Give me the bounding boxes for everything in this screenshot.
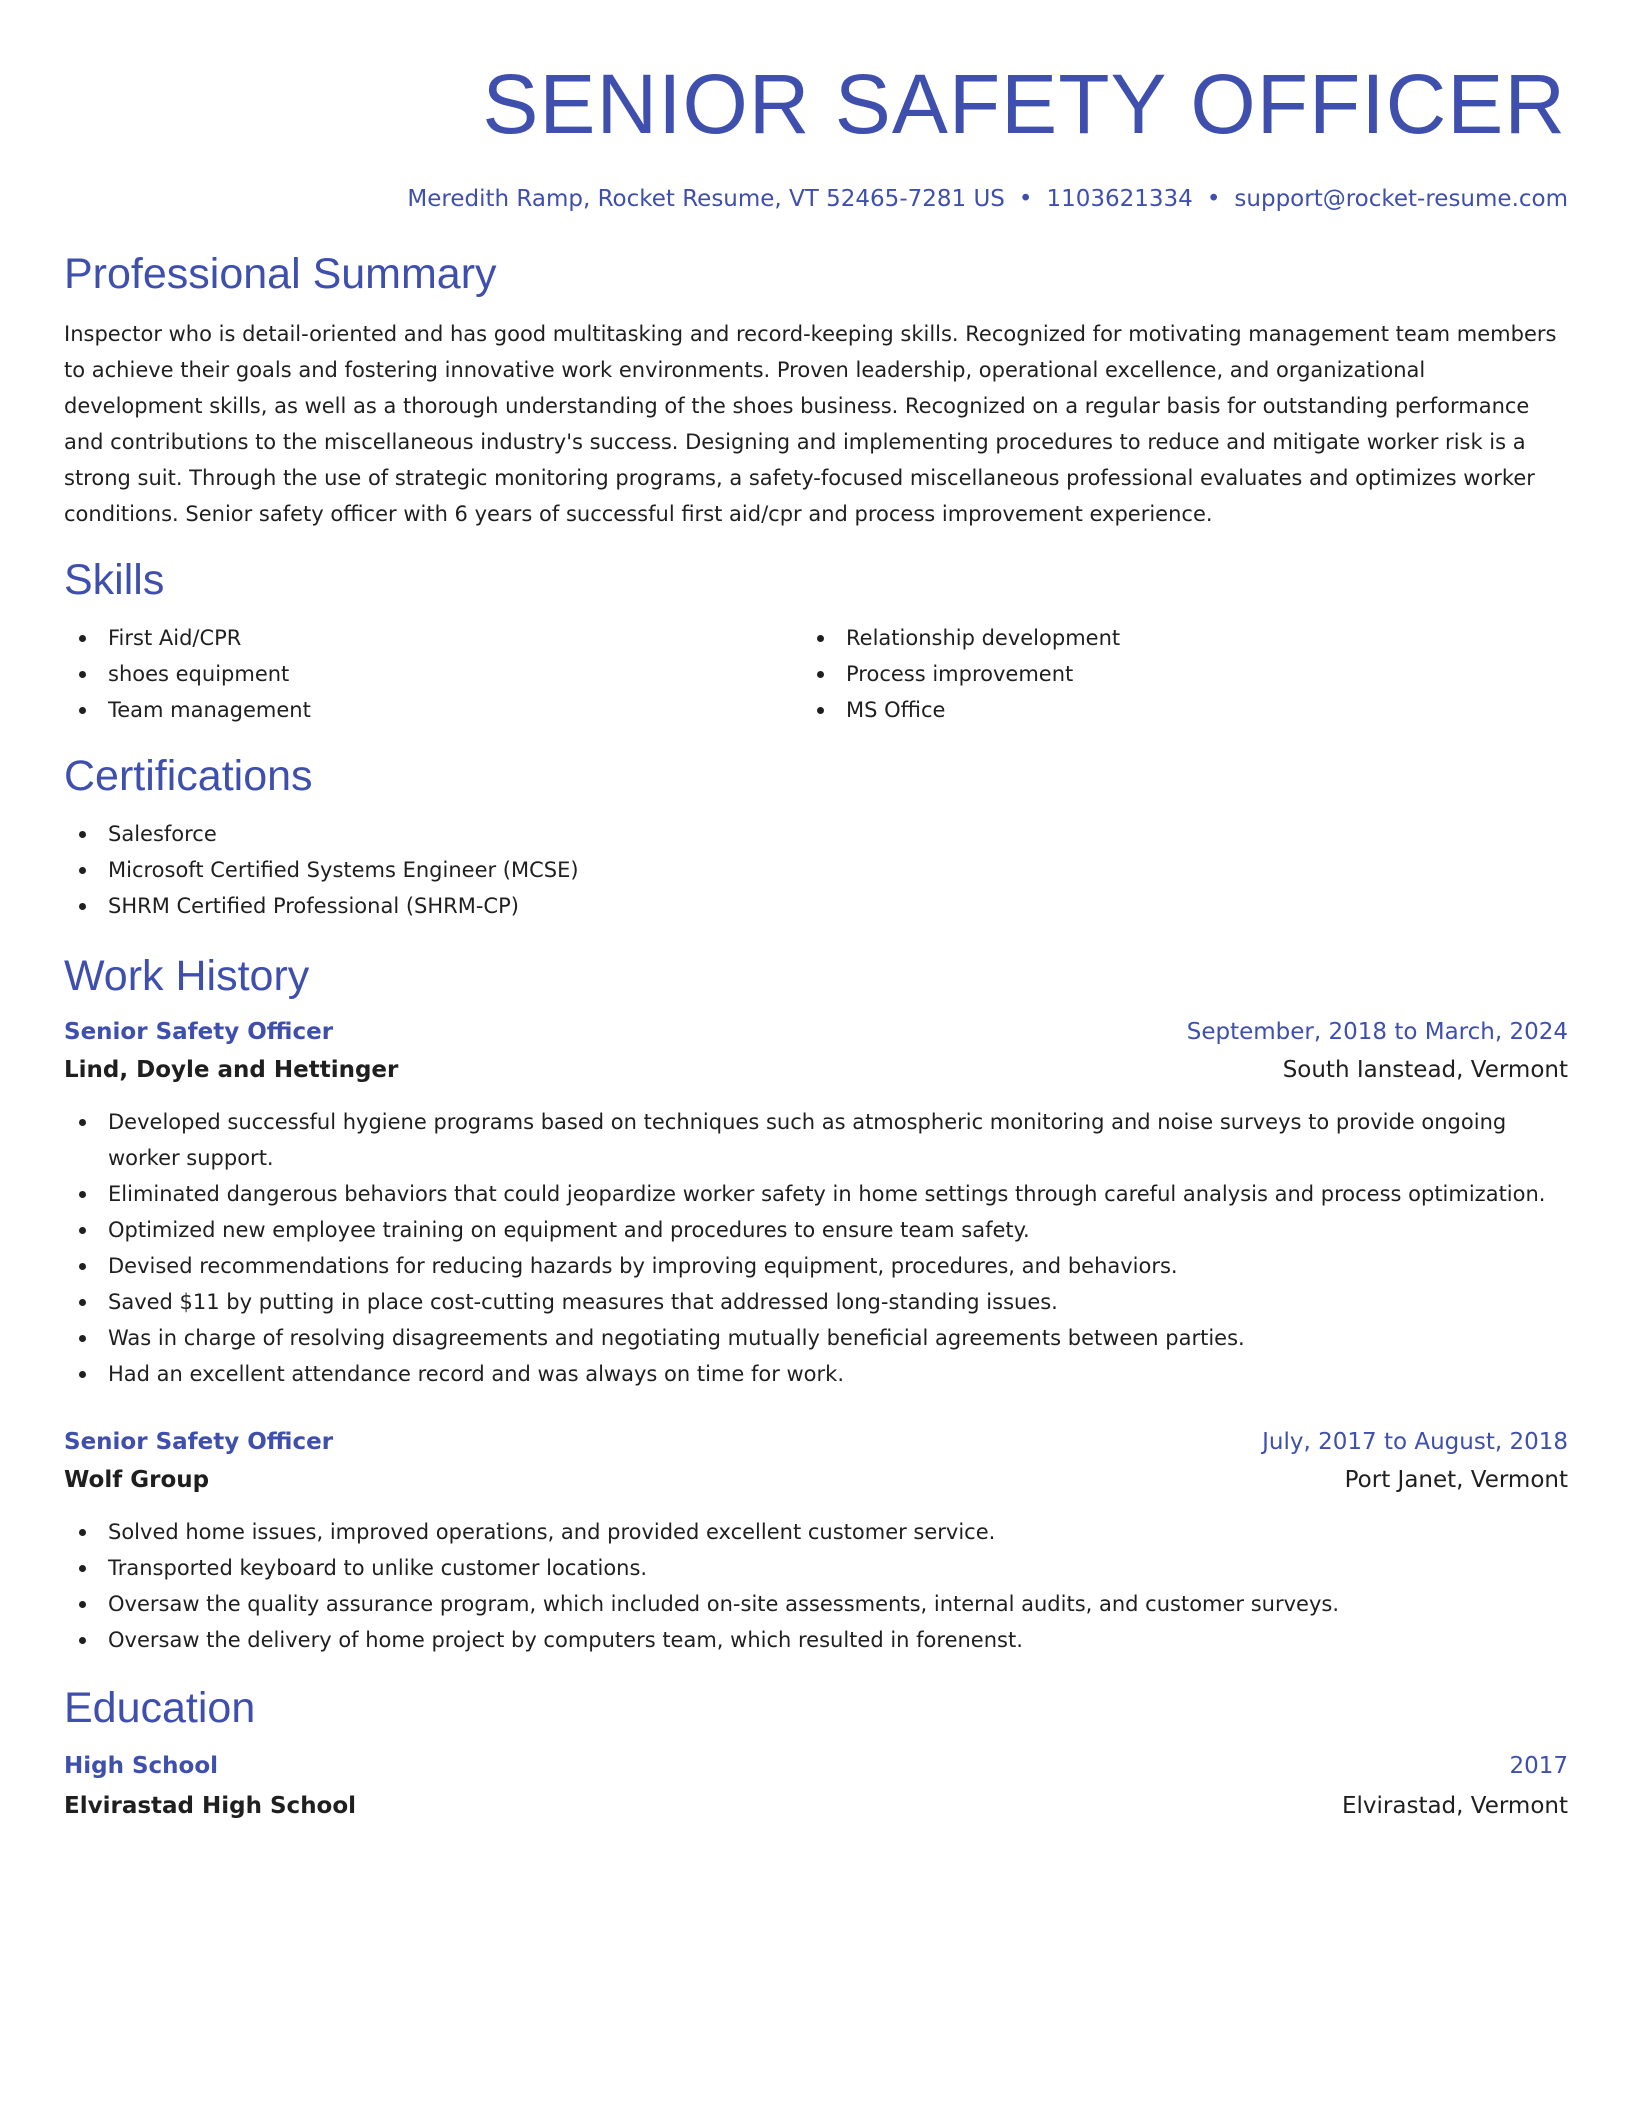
education-heading: Education [64,1684,256,1732]
job-bullet: Transported keyboard to unlike customer locations. [64,1550,1568,1586]
job-bullet: Had an excellent attendance record and was always on time for work. [64,1356,1568,1392]
resume-title: SENIOR SAFETY OFFICER [482,57,1566,151]
skills-columns [64,620,1568,728]
education-school: Elvirastad High School [64,1793,357,1819]
job-bullet: Was in charge of resolving disagreements and negotiating mutually beneficial agreements between parties. [64,1320,1568,1356]
separator-dot: • [1018,186,1033,212]
skills-heading: Skills [64,556,165,604]
job-location: South Ianstead, Vermont [1282,1057,1568,1083]
job-bullet: Eliminated dangerous behaviors that could jeopardize worker safety in home settings through careful analysis and process optimization. [64,1176,1568,1212]
certifications-list [64,816,1568,924]
certification-item: Salesforce [64,816,1568,852]
education-location: Elvirastad, Vermont [1341,1793,1568,1819]
job-dates: September, 2018 to March, 2024 [1186,1019,1568,1045]
skill-item: Team management [64,692,802,728]
job-bullet: Solved home issues, improved operations, and provided excellent customer service. [64,1514,1568,1550]
job-bullets [64,1104,1568,1392]
skills-list-right [802,620,1540,728]
skill-item: MS Office [802,692,1540,728]
certification-item: Microsoft Certified Systems Engineer (MCSE) [64,852,1568,888]
contact-email[interactable]: support@rocket-resume.com [1234,186,1568,212]
education-year: 2017 [1509,1753,1568,1779]
skill-item: Process improvement [802,656,1540,692]
summary-heading: Professional Summary [64,250,497,298]
certifications-heading: Certifications [64,752,313,800]
job-bullets [64,1514,1568,1658]
job-entry [64,1424,1568,1658]
education-degree: High School [64,1753,219,1779]
skill-item: shoes equipment [64,656,802,692]
skill-item: Relationship development [802,620,1540,656]
job-title: Senior Safety Officer [64,1429,334,1455]
job-company: Lind, Doyle and Hettinger [64,1057,399,1083]
job-location: Port Janet, Vermont [1344,1467,1568,1493]
skill-item: First Aid/CPR [64,620,802,656]
skills-list-left [64,620,802,728]
contact-line [64,182,1568,216]
certification-item: SHRM Certified Professional (SHRM-CP) [64,888,1568,924]
job-bullet: Developed successful hygiene programs based on techniques such as atmospheric monitoring and noise surveys to provide ongoing worker support. [64,1104,1568,1176]
contact-address: Meredith Ramp, Rocket Resume, VT 52465-7281 US [407,186,1005,212]
job-bullet: Oversaw the quality assurance program, which included on-site assessments, internal audits, and customer surveys. [64,1586,1568,1622]
job-bullet: Saved $11 by putting in place cost-cutting measures that addressed long-standing issues. [64,1284,1568,1320]
separator-dot: • [1206,186,1221,212]
job-bullet: Optimized new employee training on equipment and procedures to ensure team safety. [64,1212,1568,1248]
job-bullet: Devised recommendations for reducing hazards by improving equipment, procedures, and behaviors. [64,1248,1568,1284]
job-title: Senior Safety Officer [64,1019,334,1045]
summary-text: Inspector who is detail-oriented and has good multitasking and record-keeping skills. Recognized for motivating management team members to achieve their goals and fostering innovative work environments. Proven leadership, operational excellence, and organizational development skills, as well as a thorough understanding of the shoes business. Recognized on a regular basis for outstanding performance and contributions to the miscellaneous industry's success. Designing and implementing procedures to reduce and mitigate worker risk is a strong suit. Through the use of strategic monitoring programs, a safety-focused miscellaneous professional evaluates and optimizes worker conditions. Senior safety officer with 6 years of successful first aid/cpr and process improvement experience. [64,322,1557,526]
education-entry [64,1748,1568,1824]
contact-phone: 1103621334 [1046,186,1193,212]
job-company: Wolf Group [64,1467,210,1493]
work-history-heading: Work History [64,952,310,1000]
job-entry [64,1014,1568,1392]
job-dates: July, 2017 to August, 2018 [1262,1429,1568,1455]
job-bullet: Oversaw the delivery of home project by computers team, which resulted in forenenst. [64,1622,1568,1658]
